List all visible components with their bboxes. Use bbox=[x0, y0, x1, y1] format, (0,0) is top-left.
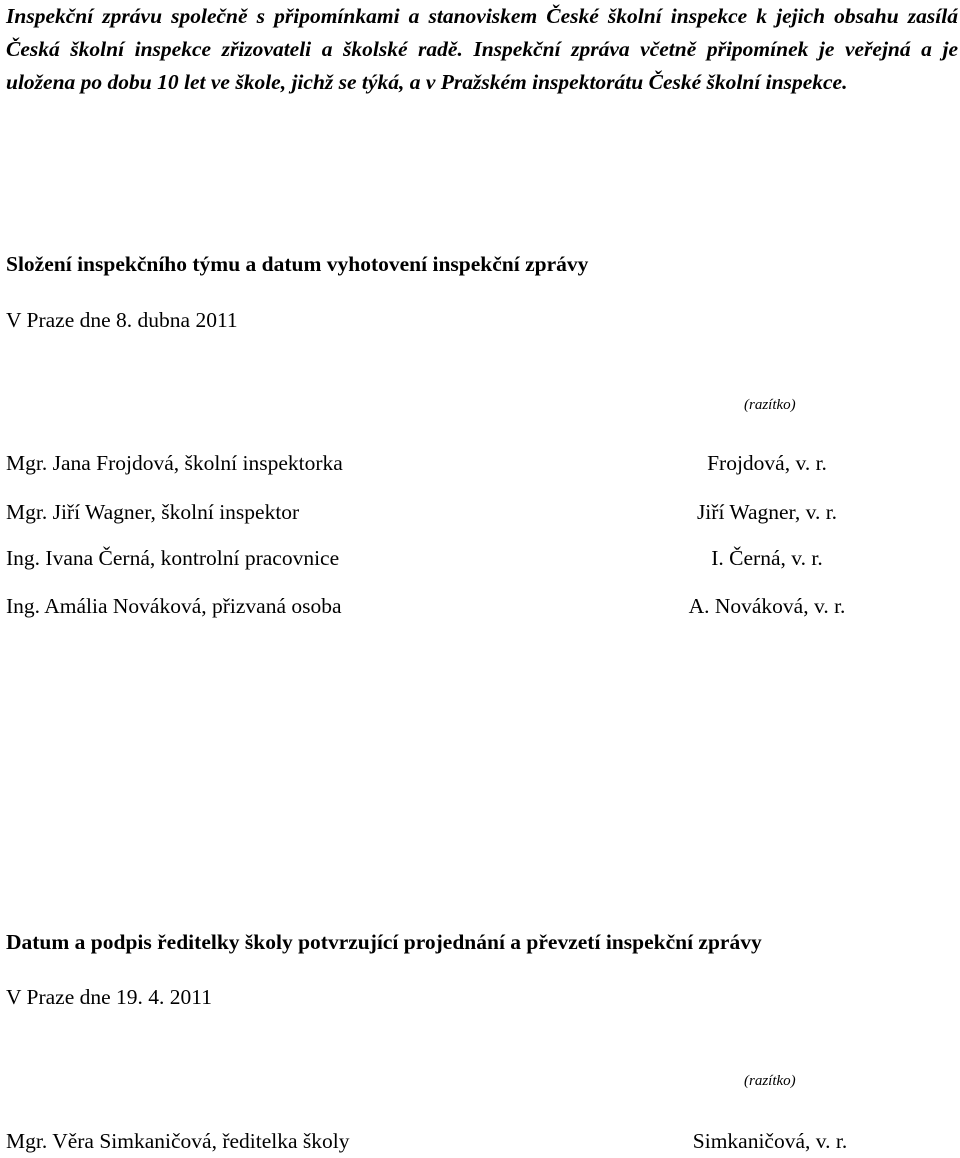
team-member-signature: A. Nováková, v. r. bbox=[688, 594, 846, 618]
team-stamp-label: (razítko) bbox=[744, 397, 796, 413]
team-heading: Složení inspekčního týmu a datum vyhotovení inspekční zprávy bbox=[6, 252, 589, 276]
team-member-name: Ing. Ivana Černá, kontrolní pracovnice bbox=[6, 546, 340, 570]
director-heading: Datum a podpis ředitelky školy potvrzující projednání a převzetí inspekční zprávy bbox=[6, 930, 762, 954]
team-member-signature: Frojdová, v. r. bbox=[707, 451, 827, 475]
director-date-line: V Praze dne 19. 4. 2011 bbox=[6, 985, 213, 1009]
director-stamp-label: (razítko) bbox=[744, 1073, 796, 1089]
intro-paragraph: Inspekční zprávu společně s připomínkami a stanoviskem České školní inspekce k jejich obsahu zasílá Česká školní inspekce zřizovateli a školské radě. Inspekční zpráva včetně připomínek je veřejná a je uložena po dobu 10 let ve škole, jichž se týká, a v Pražském inspektorátu České školní inspekce. bbox=[6, 4, 958, 94]
director-name: Mgr. Věra Simkaničová, ředitelka školy bbox=[6, 1129, 350, 1153]
team-member-name: Ing. Amália Nováková, přizvaná osoba bbox=[6, 594, 342, 618]
team-date-line: V Praze dne 8. dubna 2011 bbox=[6, 308, 238, 332]
team-member-signature: Jiří Wagner, v. r. bbox=[696, 500, 838, 524]
director-signature: Simkaničová, v. r. bbox=[692, 1129, 848, 1153]
team-member-signature: I. Černá, v. r. bbox=[711, 546, 823, 570]
team-member-name: Mgr. Jana Frojdová, školní inspektorka bbox=[6, 451, 343, 475]
team-member-name: Mgr. Jiří Wagner, školní inspektor bbox=[6, 500, 300, 524]
